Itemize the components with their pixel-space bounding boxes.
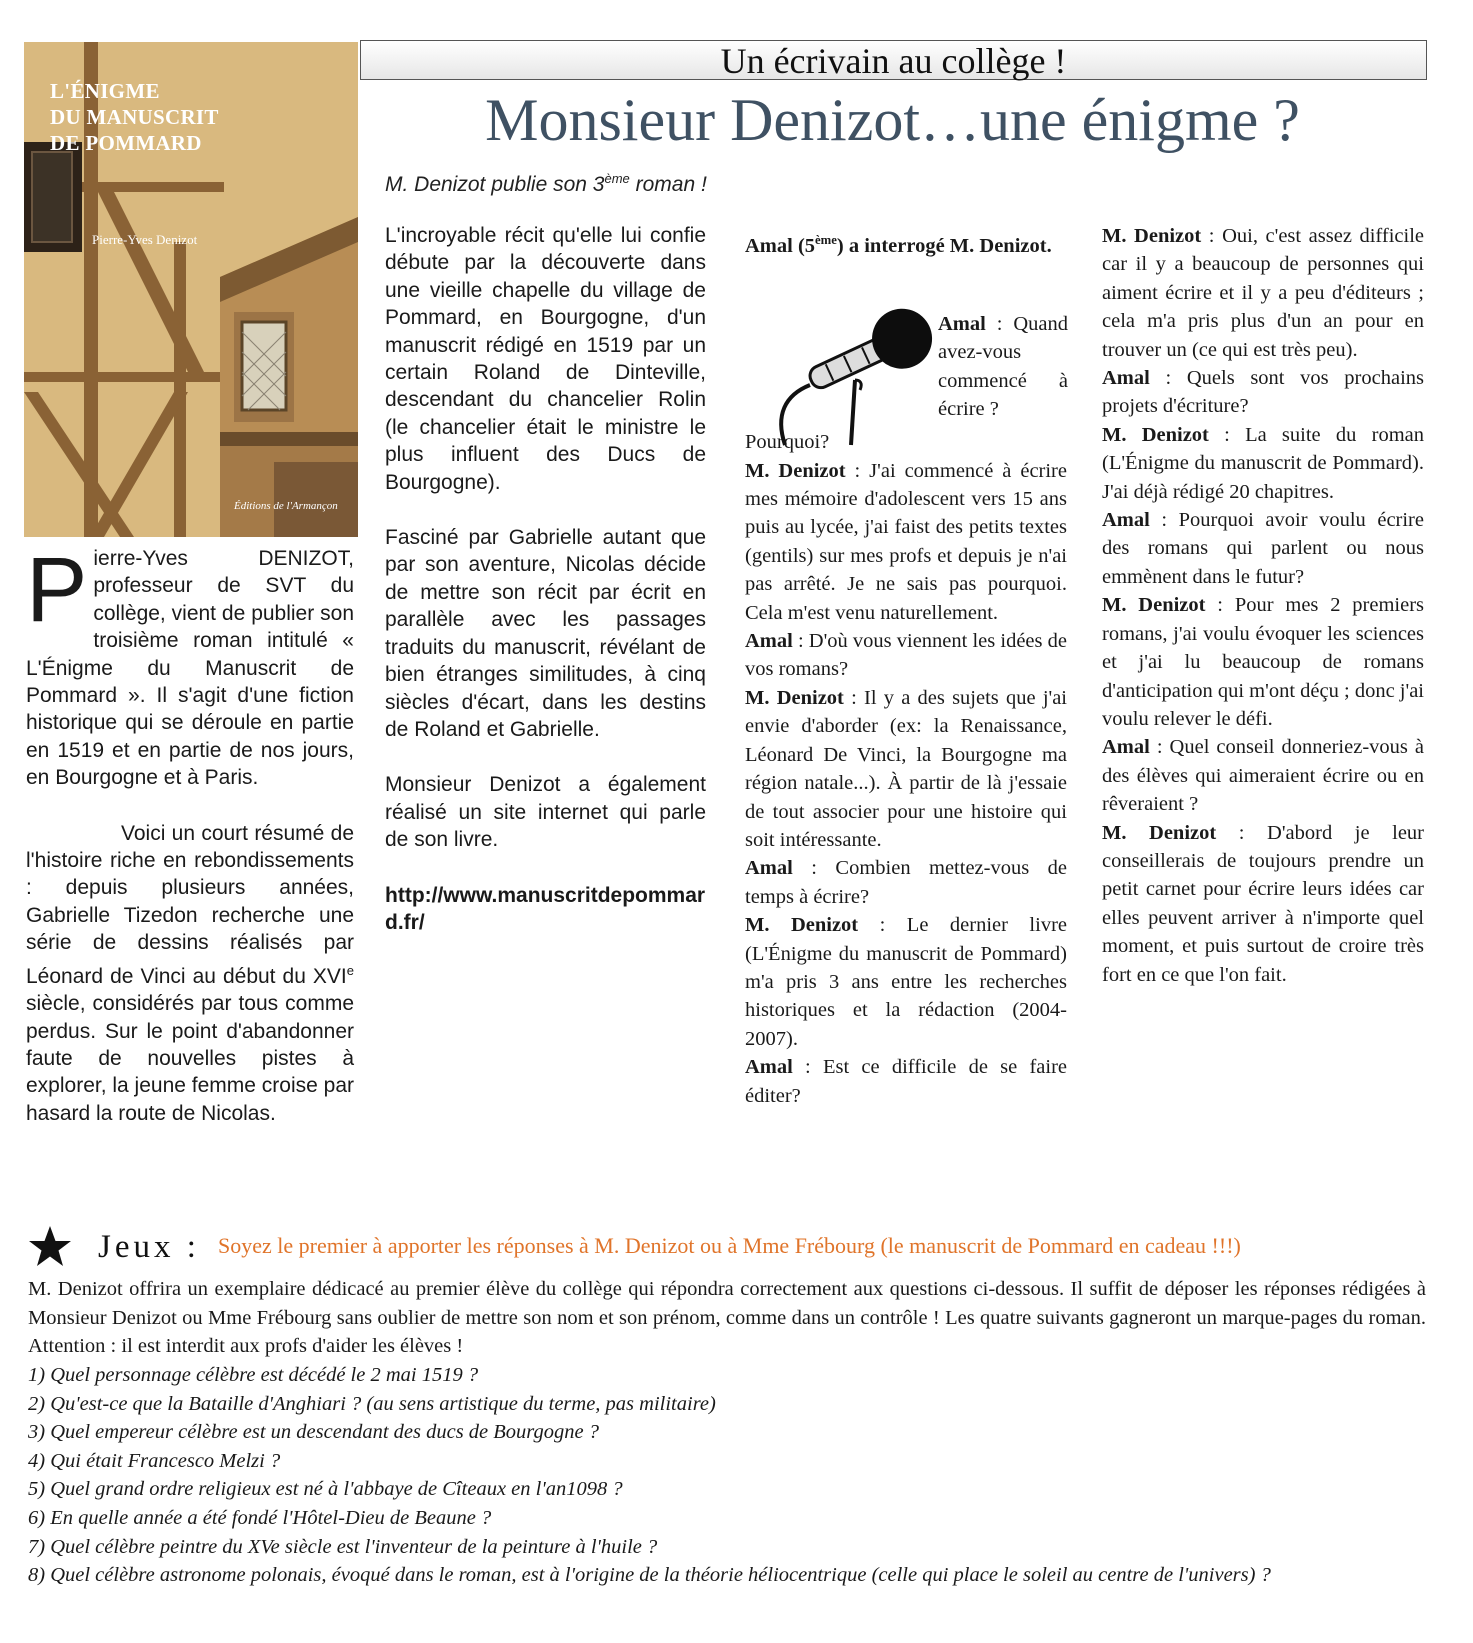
quiz-question: 7) Quel célèbre peintre du XVe siècle est l'inventeur de la peinture à l'huile ? (28, 1535, 658, 1558)
question-5 (1102, 364, 1424, 421)
summary-text: siècle, considérés par tous comme perdus. Sur le point d'abandonner faute de nouvelles pistes à explorer, la jeune femme croise par hasard la route de Nicolas. (26, 992, 354, 1125)
question-text: : Combien mettez-vous de temps à écrire? (745, 857, 1067, 908)
speaker-denizot: M. Denizot (745, 686, 844, 709)
subtitle-text: roman ! (629, 173, 707, 196)
speaker-amal: Amal (745, 630, 793, 653)
speaker-denizot: M. Denizot (1102, 423, 1209, 446)
interview-intro (745, 226, 1067, 260)
cover-title-line: DU MANUSCRIT (50, 105, 219, 129)
answer-text: : Le dernier livre (L'Énigme du manuscrit de Pommard) m'a pris 3 ans entre les recherches historiques et la rédaction (2004-2007). (745, 914, 1067, 1050)
summary-paragraph (26, 820, 354, 1127)
games-header (28, 1225, 1448, 1269)
answer-3 (745, 911, 1067, 1053)
intro-paragraph (26, 539, 354, 792)
microphone-icon (765, 305, 940, 450)
question-text: : Est ce difficile de se faire éditer? (745, 1056, 1067, 1107)
website-paragraph: Monsieur Denizot a également réalisé un site internet qui parle de son livre. (385, 773, 706, 852)
speaker-denizot: M. Denizot (745, 914, 859, 937)
speaker-denizot: M. Denizot (1102, 594, 1206, 617)
quiz-question: 5) Quel grand ordre religieux est né à l'abbaye de Cîteaux en l'an1098 ? (28, 1478, 623, 1501)
century-superscript: e (346, 962, 354, 978)
speaker-amal: Amal (1102, 736, 1150, 759)
question-text: : Quels sont vos prochains projets d'écriture? (1102, 367, 1424, 418)
question-3 (745, 854, 1067, 911)
games-intro (28, 1275, 1426, 1361)
answer-text: : J'ai commencé à écrire mes mémoire d'adolescent vers 15 ans puis au lycée, j'ai faist des petits textes (gentils) sur mes profs et depuis je n'ai pas arrêté. Je ne sais pas pourquoi. Cela m'est venu naturellement. (745, 459, 1067, 624)
question-2 (745, 627, 1067, 684)
cover-title (50, 78, 350, 156)
question-text: : Quel conseil donneriez-vous à des élèves qui aimeraient écrire ou en rêveraient ? (1102, 736, 1424, 816)
answer-text: : D'abord je leur conseillerais de toujours prendre un petit carnet pour écrire leurs idées car elles peuvent arriver à n'importe quel moment, et puis surtout de croire très fort en ce que l'on fait. (1102, 821, 1424, 986)
drop-cap: P (26, 539, 88, 641)
speaker-amal: Amal (745, 857, 793, 880)
answer-2 (745, 684, 1067, 854)
quiz-question: 3) Quel empereur célèbre est un descendant des ducs de Bourgogne ? (28, 1421, 599, 1444)
speaker-denizot: M. Denizot (1102, 225, 1202, 248)
speaker-denizot: M. Denizot (1102, 821, 1217, 844)
games-label: Jeux : (98, 1229, 200, 1265)
quiz-question: 8) Quel célèbre astronome polonais, évoqué dans le roman, est à l'origine de la théorie héliocentrique (celle qui place le soleil au centre de l'univers) ? (28, 1564, 1271, 1587)
speaker-amal: Amal (1102, 509, 1150, 532)
star-icon (28, 1225, 72, 1269)
question-1 (938, 310, 1068, 424)
cover-title-line: DE POMMARD (50, 131, 202, 155)
question-7 (1102, 733, 1424, 818)
speaker-amal: Amal (1102, 367, 1150, 390)
cover-title-line: L'ÉNIGME (50, 79, 160, 103)
question-text: : D'où vous viennent les idées de vos romans? (745, 630, 1067, 681)
intro-text: Amal (5 (745, 234, 816, 257)
cover-publisher: Éditions de l'Armançon (234, 500, 338, 512)
grade-superscript: ème (815, 233, 837, 247)
quiz-question: 1) Quel personnage célèbre est décédé le 2 mai 1519 ? (28, 1364, 479, 1386)
question-1-continued: Pourquoi? (745, 431, 830, 454)
answer-text: : Il y a des sujets que j'ai envie d'aborder (ex: la Renaissance, Léonard De Vinci, la Bourgogne ma région natale...). À partir de là j'essaie de tout associer pour une histoire qui soit intéressante. (745, 686, 1067, 851)
subtitle-superscript: ème (604, 171, 630, 186)
answer-text: : La suite du roman (L'Énigme du manuscrit de Pommard). J'ai déjà rédigé 20 chapitres. (1102, 423, 1424, 503)
answer-7 (1102, 819, 1424, 989)
intro-text: ierre-Yves DENIZOT, professeur de SVT du collège, vient de publier son troisième roman intitulé « L'Énigme du Manuscrit de Pommard ». Il s'agit d'une fiction historique qui se déroule en partie en 1519 et en partie de nos jours, en Bourgogne et à Paris. (26, 547, 354, 790)
quiz-question: 2) Qu'est-ce que la Bataille d'Anghiari ? (au sens artistique du terme, pas militaire) (28, 1392, 716, 1415)
speaker-denizot: M. Denizot (745, 459, 846, 482)
speaker-amal: Amal (745, 1056, 793, 1079)
intro-text: ) a interrogé M. Denizot. (836, 234, 1052, 257)
answer-6 (1102, 591, 1424, 733)
question-text: : Quand avez-vous commencé à écrire ? (938, 313, 1068, 421)
article-title: Monsieur Denizot…une énigme ? (485, 87, 1300, 153)
column-story (385, 222, 706, 936)
answer-text: : Oui, c'est assez difficile car il y a beaucoup de personnes qui aiment écrire et il y a peu d'éditeurs ; cela m'a pris plus d'un an pour en trouver un (ce qui est très peu). (1102, 225, 1424, 361)
answer-1 (745, 457, 1067, 627)
games-tagline: Soyez le premier à apporter les réponses à M. Denizot ou à Mme Frébourg (le manuscrit de Pommard en cadeau !!!) (218, 1233, 1241, 1258)
cover-author: Pierre-Yves Denizot (92, 232, 198, 247)
story-paragraph: L'incroyable récit qu'elle lui confie débute par la découverte dans une vieille chapelle du village de Pommard, en Bourgogne, d'un manuscrit rédigé en 1519 par un certain Roland de Dinteville, descendant du chancelier Rolin (le chancelier était le ministre le plus influent des Ducs de Bourgogne). (385, 224, 706, 494)
question-4 (745, 1053, 1067, 1110)
story-paragraph: Fasciné par Gabrielle autant que par son aventure, Nicolas décide de mettre son récit par écrit en parallèle avec les passages traduits du manuscrit, révélant de bien étranges similitudes, à cinq siècles d'écart, dans les destins de Roland et Gabrielle. (385, 526, 706, 741)
answer-4-body (1102, 222, 1424, 364)
question-6 (1102, 506, 1424, 591)
answer-4 (1102, 194, 1424, 222)
quiz-question: 4) Qui était Francesco Melzi ? (28, 1449, 281, 1472)
book-cover-image (24, 42, 358, 537)
answer-text: : Pour mes 2 premiers romans, j'ai voulu évoquer les sciences et j'ai lu beaucoup de romans d'anticipation qui m'ont déçu ; donc j'ai voulu relever le défi. (1102, 594, 1425, 730)
speaker-amal: Amal (938, 313, 986, 335)
quiz-question: 6) En quelle année a été fondé l'Hôtel-Dieu de Beaune ? (28, 1506, 492, 1529)
summary-text: Voici un court résumé de l'histoire riche en rebondissements : depuis plusieurs années, Gabrielle Tizedon recherche une série de dessins réalisés par Léonard de Vinci au début du XVI (26, 821, 354, 988)
subtitle-text: M. Denizot publie son 3 (385, 173, 605, 196)
games-intro-text: M. Denizot offrira un exemplaire dédicacé au premier élève du collège qui répondra correctement aux questions ci-dessous. Il suffit de déposer les réponses rédigées à Monsieur Denizot ou Mme Frébourg sans oublier de mettre son nom et son prénom, comme dans un contrôle ! Les quatre suivants gagneront un marque-pages du roman. Attention : il est interdit aux profs d'aider les élèves ! (28, 1278, 1426, 1358)
kicker-text: Un écrivain au collège ! (720, 41, 1067, 81)
column-intro (26, 539, 354, 1127)
article-subtitle (385, 171, 707, 197)
answer-5 (1102, 421, 1424, 506)
quiz-questions (28, 1361, 1426, 1590)
website-link[interactable]: http://www.manuscritdepommard.fr/ (385, 883, 706, 934)
kicker-banner (360, 40, 1427, 80)
question-text: : Pourquoi avoir voulu écrire des romans qui parlent ou nous emmènent dans le futur? (1102, 509, 1424, 588)
column-interview-2 (1102, 222, 1424, 989)
